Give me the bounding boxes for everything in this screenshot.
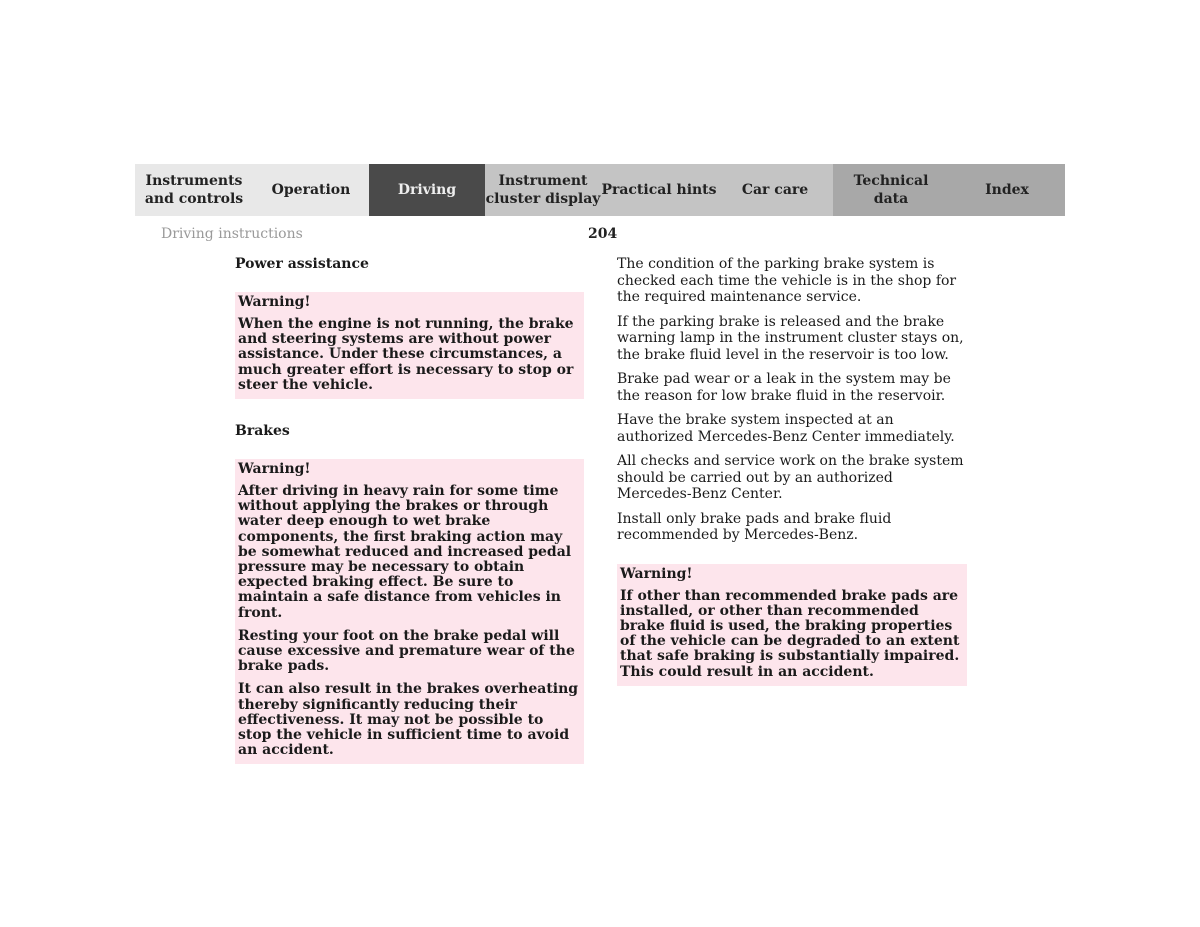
tab-label: Practical hints: [601, 182, 717, 198]
body-paragraph: If the parking brake is released and the brake warning lamp in the instrument cluster stays on, the brake fluid level in the reservoir is too low.: [617, 313, 964, 363]
tab-label: Index: [985, 182, 1029, 198]
warning-title: Warning!: [238, 461, 311, 478]
warning-text: When the engine is not running, the brake and steering systems are without power assistance. Under these circumstances, a much greater effort is necessary to stop or steer the vehicle.: [238, 316, 574, 393]
body-paragraph: Install only brake pads and brake fluid recommended by Mercedes-Benz.: [617, 510, 892, 543]
tab-operation[interactable]: [253, 164, 369, 216]
body-paragraph: All checks and service work on the brake system should be carried out by an authorized Mercedes-Benz Center.: [617, 453, 964, 502]
tab-label: Driving: [397, 182, 457, 198]
power-assistance-heading: Power assistance: [235, 256, 369, 272]
chapter-tab-bar: [135, 164, 1065, 216]
warning-box-power-assistance: [235, 292, 584, 399]
tab-instrument-cluster-display[interactable]: [485, 164, 601, 216]
page-number: 204: [588, 226, 618, 242]
body-paragraph: Have the brake system inspected at an authorized Mercedes-Benz Center immediately.: [617, 412, 955, 445]
tab-car-care[interactable]: [717, 164, 833, 216]
tab-label: Technical data: [853, 173, 929, 207]
tab-technical-data[interactable]: [833, 164, 949, 216]
tab-practical-hints[interactable]: [601, 164, 717, 216]
right-column: [617, 256, 967, 686]
body-paragraph: Brake pad wear or a leak in the system may be the reason for low brake fluid in the reservoir.: [617, 371, 951, 404]
warning-text: After driving in heavy rain for some time without applying the brakes or through water deep enough to wet brake components, the first braking action may be somewhat reduced and increased pedal pressure may be necessary to obtain expected braking effect. Be sure to maintain a safe distance from vehicles in front.: [238, 483, 572, 621]
tab-index[interactable]: [949, 164, 1065, 216]
brakes-heading: Brakes: [235, 423, 290, 440]
warning-text: Resting your foot on the brake pedal will cause excessive and premature wear of the brake pads.: [238, 627, 575, 675]
body-paragraph: The condition of the parking brake system is checked each time the vehicle is in the shop for the required maintenance service.: [617, 256, 957, 305]
warning-title: Warning!: [238, 294, 311, 310]
section-title: Driving instructions: [161, 226, 303, 242]
warning-title: Warning!: [620, 565, 693, 582]
left-column: [235, 256, 584, 764]
warning-box-brakes: [235, 459, 584, 764]
warning-box-brake-pads: [617, 564, 967, 686]
warning-text: It can also result in the brakes overheating thereby significantly reducing their effectiveness. It may not be possible to stop the vehicle in sufficient time to avoid an accident.: [238, 681, 579, 759]
tab-label: Instruments and controls: [144, 173, 244, 207]
tab-driving[interactable]: [369, 164, 485, 216]
tab-label: Operation: [271, 182, 351, 198]
warning-text: If other than recommended brake pads are installed, or other than recommended brake fluid is used, the braking properties of the vehicle can be degraded to an extent that safe braking is substantially impaired. This could result in an accident.: [620, 587, 960, 680]
tab-label: Instrument cluster display: [485, 173, 601, 207]
tab-instruments-and-controls[interactable]: [135, 164, 253, 216]
tab-label: Car care: [741, 182, 809, 198]
